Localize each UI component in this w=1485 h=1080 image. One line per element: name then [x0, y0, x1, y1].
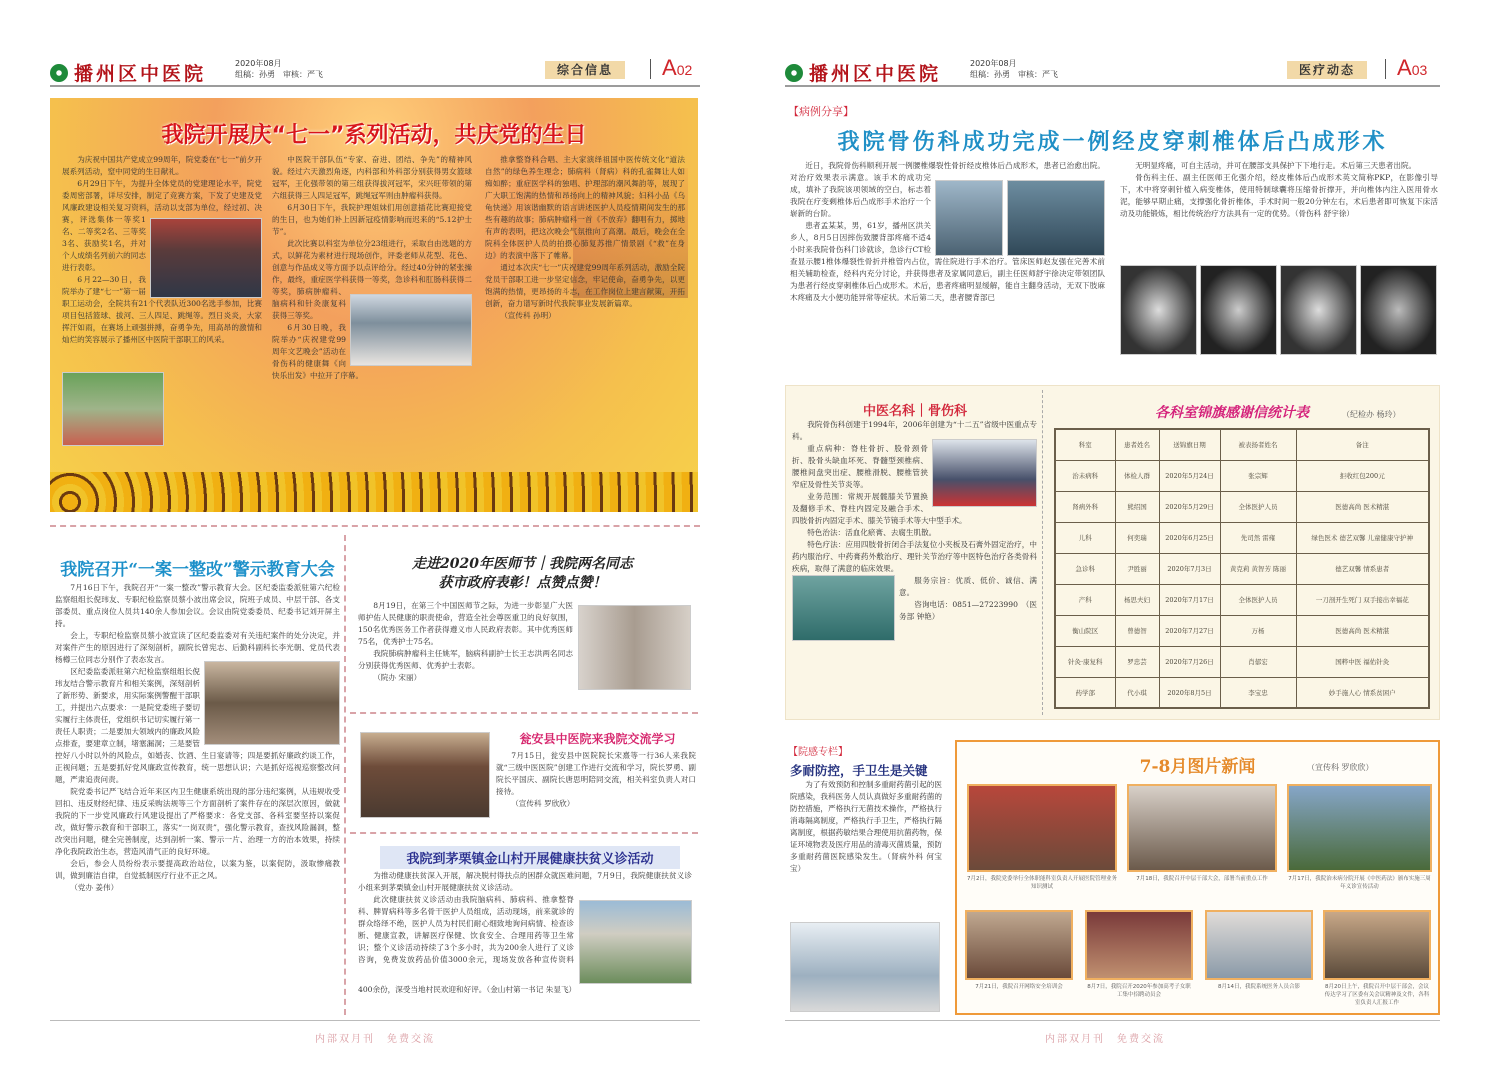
photo-news-title: 7-8月图片新闻 — [1139, 757, 1256, 777]
paragraph: 骨伤科主任、副主任医师王化强介绍，经皮椎体后凸成形术英文简称PKP，在影像引导下，术中将穿刺针植入病变椎体，使用特制球囊将压缩骨折撑开，并向椎体内注入医用骨水泥，能够早期止痛，支撑强化骨折椎体，手术时间一般20分钟左右，术后患者即可恢复下床活动及功能锻炼，相比传统治疗方法具有一定的优势。（骨伤科 舒宇徐） — [1120, 173, 1438, 218]
column-kicker: 【院感专栏】 — [788, 747, 848, 758]
table-cell: 万杨 — [1220, 615, 1296, 646]
news-photo — [967, 784, 1117, 872]
table-cell: 2020年7月3日 — [1159, 553, 1220, 584]
photo-caption: 7月17日，我院治未病分院开展《中医药法》颁布实施三周年义诊宣传活动 — [1288, 876, 1431, 890]
xray-image — [1120, 265, 1197, 355]
paragraph: 此次健康扶贫义诊活动由我院脑病科、肺病科、推拿整脊科、脾胃病科等多名骨干医护人员组成，活动现场，前来就诊的群众络绎不绝，医护人员为村民们耐心细致地询问病情、检查诊断、健康宣教，讲解医疗保健、饮食安全、合理用药等卫生常识；整个义诊活动持续了3个多小时，共为200余人进行了义诊咨询，免费发放药品价值3000余元，现场发放各种宣传资料400余份，深受当地村民欢迎和好评。（金山村第一书记 朱显飞） — [358, 895, 577, 994]
divider — [344, 535, 346, 1015]
section-tag: 医疗动态 — [1287, 61, 1367, 79]
photo-caption: 8月14日，我院系统医务人员合影 — [1218, 984, 1300, 990]
paragraph: 6月29日下午，为提升全体党员的党建理论水平，院党委周密部署，详尽安排，制定了竞赛方案，下发了史建及党风廉政建设相关复习资料，活动以支部为单位，经过初、决赛，评选集体一等奖1名、二等奖2名、三等奖3名、获励奖1名，并对个人成绩名列前六的同志进行表彰。 — [62, 179, 262, 272]
table-cell: 药学部 — [1055, 677, 1115, 708]
table-cell: 何奕瑞 — [1115, 522, 1159, 553]
table-cell: 国粹中医 福佑针灸 — [1296, 646, 1429, 677]
page-number — [662, 55, 692, 81]
article-body — [55, 582, 340, 1014]
ward-photo — [790, 922, 940, 1012]
paragraph: 院党委书记严飞结合近年来区内卫生健康系统出现的部分违纪案例，从违规收受回扣、违反财经纪律、违反采购法规等三个方面剖析了案件存在的深层次原因，做就我院的下一步党风廉政行风建设提出了严格要求：各党支部、各科室要坚持以案促改，做好警示教育和干部职工，落实“一岗双责”，强化警示教育，查找风险漏洞，整改突出问题，健全完善制度，达到剖析一案、警示一片、治理一方的治本效果，持续净化我院政治生态，营造风清气正的良好环境。 — [55, 787, 340, 856]
article-title: 我院到茅栗镇金山村开展健康扶贫义诊活动 — [380, 846, 680, 869]
paragraph: 6月30日晚，我院举办“庆祝建党99周年文艺晚会”活动在骨伤科的健康舞《向快乐出发》中拉开了序幕。 — [272, 323, 364, 380]
paragraph: 通过本次庆“七一”庆祝建党99周年系列活动，激励全院党员干部职工进一步坚定信念，牢记使命，奋勇争先，以更饱满的热情，更昂扬的斗志，在工作岗位上建言献策，开拓创新，奋力谱写新时代我院事业发展新篇章。 — [485, 263, 685, 308]
table-cell: 2020年8月5日 — [1159, 677, 1220, 708]
column-header: 备注 — [1296, 429, 1429, 460]
table-row — [1055, 584, 1429, 615]
article-subtitle: 获市政府表彰！点赞点赞！ — [438, 575, 607, 591]
paragraph: 7月16日下午，我院召开“一案一整改”警示教育大会。区纪委监委派驻第六纪检监察组组长倪玮友、专职纪检监察员蔡小波出席会议，院班子成员、中层干部、各支部委员、重点岗位人员共140余人参加会议。会议由院党委委员、纪委书记刘开屏主持。 — [55, 583, 340, 628]
article-title: 中医名科｜骨伤科 — [862, 404, 967, 419]
team-photo — [932, 439, 1037, 507]
paragraph: 6月30日下午，我院护理姐妹们用创意插花比赛迎接党的生日，也为她们补上因新冠疫情影响而迟来的“5.12护士节”。 — [272, 203, 472, 236]
article-column — [790, 160, 1105, 375]
surgery-photo — [935, 180, 1003, 256]
article-column — [62, 154, 262, 466]
hospital-logo — [50, 59, 206, 86]
photo-caption: 8月20日上午，我院召开中层干部会，会议传达学习了区委有关会议精神及文件，各科室负责人汇报工作 — [1324, 984, 1430, 1006]
paragraph: 为推动健康扶贫深入开展，解决脱村得扶点的困群众就医难问题，7月9日，我院健康扶贫义诊小组来到茅栗镇金山村开展健康扶贫义诊活动。 — [358, 871, 692, 892]
flower-contest-photo — [350, 294, 472, 366]
xray-image — [1360, 265, 1437, 355]
hospital-emblem-icon — [50, 64, 68, 82]
paragraph: 我院肺病肿瘤科主任姚军，脑病科副护士长王志洪两名同志分别获得优秀医师、优秀护士表彰。 — [358, 649, 573, 670]
page-letter: A — [662, 55, 677, 80]
article-body — [358, 600, 573, 708]
article-title: 我院召开“一案一整改”警示教育大会 — [60, 560, 335, 580]
contact-phone: 咨询电话：0851—27223990 （医务部 钟艳） — [899, 600, 1037, 621]
news-photo — [1323, 910, 1431, 980]
issue-meta — [235, 58, 323, 80]
table-cell: 全体医护人员 — [1220, 491, 1296, 522]
news-photo — [965, 910, 1073, 980]
table-cell: 针灸·康复科 — [1055, 646, 1115, 677]
table-cell: 2020年5月24日 — [1159, 460, 1220, 491]
table-cell: 罗忠芸 — [1115, 646, 1159, 677]
table-cell: 黄克莉 黄智芳 陈丽 — [1220, 553, 1296, 584]
page-num: 02 — [676, 62, 693, 78]
sunflower-decoration — [50, 472, 698, 512]
thanks-table — [1054, 428, 1430, 709]
paragraph: （宣传科 孙明） — [500, 311, 556, 320]
hospital-emblem-icon — [785, 64, 803, 82]
photo-caption: 8月7日，我院召开2020年参加高考子女职工集中招聘动员会 — [1087, 984, 1191, 998]
divider — [350, 832, 698, 834]
table-row — [1055, 553, 1429, 584]
paragraph: 近日，我院骨伤科顺利开展一例腰椎爆裂性骨折经皮椎体后凸成形术，患者已治愈出院。对治疗效果表示满意。该手术的成功完成，填补了我院该项领域的空白，标志着我院在疗变剩椎体后凸成形手术治疗一个崭新的台阶。 — [790, 161, 1105, 218]
table-cell: 一刀剖开生死门 双手接出幸福花 — [1296, 584, 1429, 615]
table-header-row — [1055, 429, 1429, 460]
table-title: 各科室锦旗感谢信统计表 — [1155, 405, 1309, 421]
paragraph: 此次比赛以科室为单位分23组进行，采取自由选题的方式，以鲜花为素材进行现场创作，评委老师从花型、花色、创意与作品成义等方面予以点评给分。经过40分钟的紧张操作，最终，重症医学科获得一等奖，急诊科和肛肠科获得二等奖，肺病肿瘤科、脑病科和针灸康复科获得三等奖。 — [272, 239, 472, 320]
table-row — [1055, 677, 1429, 708]
table-cell: 杨思夫妇 — [1115, 584, 1159, 615]
award-photo — [578, 605, 691, 690]
table-byline: （纪检办 杨玲） — [1342, 410, 1401, 419]
photo-news-byline: （宣传科 罗欣欣） — [1307, 763, 1374, 772]
article-body — [358, 870, 692, 1015]
editors: 组稿：孙勇 审核：严飞 — [970, 70, 1058, 79]
photo-caption: 7月2日，我院党委举行全体职能科室负责人开展医院管理业务知识测试 — [967, 876, 1118, 890]
table-cell: 2020年6月25日 — [1159, 522, 1220, 553]
paragraph: 区纪委监委派驻第六纪检监察组组长倪玮友结合警示教育片和相关案例，深刻剖析了新形势、新要求，用实际案例警醒干部职工，并提出六点要求：一是院党委班子要切实履行主体责任，党组织书记切实履行第一责任人职责；二是要加大领域内的廉政风险点排查，要建章立制，堵塞漏洞；三是要管控好八小时以外的风险点，如婚丧、饮酒、生日宴请等；四是要抓好廉政约谈工作，正视问题；五是要抓好党风廉政宣传教育，统一思想认识；六是抓好巡视巡察整改问题，严肃追责问责。 — [55, 667, 340, 784]
issue-date: 2020年08月 — [235, 59, 282, 68]
paragraph: 服务宗旨：优质、低价、诚信、满意。 — [899, 576, 1037, 597]
table-cell: 代小琪 — [1115, 677, 1159, 708]
photo-caption: 7月18日，我院召开中层干部大会，部署当前重点工作 — [1136, 876, 1268, 882]
page-header — [50, 55, 700, 87]
table-cell: 绿色医术 德艺双馨 儿童健康守护神 — [1296, 522, 1429, 553]
divider — [50, 525, 700, 527]
meeting-photo — [360, 732, 490, 818]
issue-meta — [970, 58, 1058, 80]
table-cell: 医德高尚 医术精湛 — [1296, 491, 1429, 522]
table-cell: 全体医护人员 — [1220, 584, 1296, 615]
table-cell: 尹胜丽 — [1115, 553, 1159, 584]
footer-line — [785, 1020, 1440, 1021]
surgery-photo — [792, 575, 895, 641]
table-cell: 医德高尚 医术精湛 — [1296, 615, 1429, 646]
table-cell: 拒收红包200元 — [1296, 460, 1429, 491]
table-cell: 德艺双馨 情系患者 — [1296, 553, 1429, 584]
article-column — [485, 154, 685, 466]
article-title: 我院骨伤科成功完成一例经皮穿刺椎体后凸成形术 — [837, 129, 1388, 155]
paragraph: 6月22—30日，我院举办了建“七一”第一届职工运动会，全院共有21个代表队近300名选手参加，比赛项目包括篮球、拔河、三人四足、跳绳等。烈日炎炎，大家挥汗如雨，在赛场上顽强拼搏，奋勇争先，用高昂的激情和灿烂的笑容展示了播州区中医院干部职工的风采。 — [62, 275, 262, 344]
paragraph: 7月15日，瓮安县中医院院长宋熹等一行36人来我院就“三级中医医院”创建工作进行交流和学习，院长罗勇、副院长平国庆、副院长唐思明陪同交流，相关科室负责人对口接待。 — [496, 751, 696, 796]
paragraph: 我院骨伤科创建于1994年，2006年创建为“十二五”省级中医重点专科。 — [792, 420, 1037, 441]
paragraph: （宣传科 罗欣欣） — [511, 799, 575, 808]
footer-text: 内部双月刊 免费交流 — [1045, 1034, 1165, 1045]
paragraph: 业务范围：常规开展髋膝关节置换及翻修手术、脊柱内固定及融合手术、四肢骨折内固定手术、膝关节镜手术等大中型手术。 — [792, 492, 967, 525]
article-title: 我院开展庆“七一”系列活动，共庆党的生日 — [161, 123, 587, 148]
free-clinic-photo — [579, 900, 692, 984]
divider — [1042, 390, 1043, 715]
table-cell: 2020年7月27日 — [1159, 615, 1220, 646]
surgery-photos — [935, 180, 1105, 256]
paragraph: 会后，参会人员纷纷表示要提高政治站位，以案为鉴，以案促防，汲取惨痛教训，做到廉洁自律，自觉抵制医疗行业不正之风。 — [55, 859, 340, 880]
logo-text: 播州区中医院 — [809, 63, 942, 85]
table-cell: 张宗辉 — [1220, 460, 1296, 491]
article-title: 多耐防控，手卫生是关键 — [790, 763, 928, 778]
paragraph: （党办 姜伟） — [70, 883, 119, 892]
paragraph: （院办 宋丽） — [373, 673, 422, 682]
surgery-photo — [1007, 180, 1105, 256]
page-letter: A — [1397, 55, 1412, 80]
table-cell: 2020年5月29日 — [1159, 491, 1220, 522]
paragraph: 为庆祝中国共产党成立99周年，院党委在“七一”前夕开展系列活动，窒中同党的生日献礼。 — [62, 155, 262, 176]
page-num: 03 — [1411, 62, 1428, 78]
table-cell: 产科 — [1055, 584, 1115, 615]
article-title: 瓮安县中医院来我院交流学习 — [519, 732, 676, 746]
paragraph: 特色疗法：应用四肢骨折闭合手法复位小夹板及石膏外固定治疗，中药内服治疗、中药膏药外敷治疗、理针关节治疗等中医特色治疗各类骨科疾病，取得了满意的临床效果。 — [792, 540, 1037, 573]
table-cell: 先司然 雷雍 — [1220, 522, 1296, 553]
paragraph: 为了有效预防和控制多重耐药菌引起的医院感染，我科医务人员认真做好多重耐药菌的防控措施，严格执行无菌技术操作，严格执行消毒隔离制度，严格执行手卫生，严格执行隔离制度，根据药敏结果合理使用抗菌药物，保证环境物表及医疗用品的清毒灭菌质量，预防多重耐药菌医院感染发生。（肾病外科 何宝宝） — [790, 780, 942, 873]
meeting-photo — [204, 661, 340, 745]
news-photo — [1287, 784, 1432, 872]
paragraph: 重点病种：脊柱骨折、股骨颈骨折、股骨头缺血坏死、脊髓型颈椎病、腰椎间盘突出症、腰椎滑脱、腰椎管狭窄症及骨性关节炎等。 — [792, 444, 928, 489]
table-row — [1055, 615, 1429, 646]
table-cell: 肾病外科 — [1055, 491, 1115, 522]
table-cell: 2020年7月17日 — [1159, 584, 1220, 615]
page-header — [785, 55, 1440, 87]
section-tag: 综合信息 — [545, 61, 625, 79]
table-row — [1055, 491, 1429, 522]
paragraph: 无明显疼痛，可自主活动，并可在腰部支具保护下下地行走。术后第三天患者出院。 — [1135, 161, 1417, 170]
table-cell: 儿科 — [1055, 522, 1115, 553]
paragraph: 中医院干部队伍“专家、奋进、团结、争先”的精神风貌。经过六天激烈角逐，内科部和外科部分别获得男女篮球冠军，王化强带领的第三组获得拔河冠军，宋兴旺带领的第六组获得三人四足冠军，跳绳冠军则由肿瘤科获得。 — [272, 155, 472, 200]
article-body — [790, 779, 942, 919]
table-cell: 曾德智 — [1115, 615, 1159, 646]
party-anniversary-article — [50, 98, 698, 512]
footer-line — [50, 1020, 700, 1021]
xray-image — [1200, 265, 1277, 355]
meeting-photo — [150, 218, 262, 298]
table-row — [1055, 646, 1429, 677]
column-header: 患者姓名 — [1115, 429, 1159, 460]
table-row — [1055, 522, 1429, 553]
table-row — [1055, 460, 1429, 491]
table-cell: 妙手施人心 情系贫困户 — [1296, 677, 1429, 708]
table-cell: 体检人群 — [1115, 460, 1159, 491]
table-cell: 李宝忠 — [1220, 677, 1296, 708]
table-cell: 熊绍国 — [1115, 491, 1159, 522]
news-photo — [1205, 910, 1313, 980]
column-header: 科室 — [1055, 429, 1115, 460]
table-cell: 2020年7月26日 — [1159, 646, 1220, 677]
page-number — [1397, 55, 1427, 81]
paragraph: 8月19日，在第三个中国医师节之际，为进一步彰显广大医师护佑人民健康的职责使命，营造全社会尊医重卫的良好氛围，150名优秀医务工作者获得遵义市人民政府表彰。其中优秀医师75名，优秀护士75名。 — [358, 601, 573, 646]
table-cell: 肖郁宏 — [1220, 646, 1296, 677]
column-header: 送锦旗日期 — [1159, 429, 1220, 460]
article-column — [272, 154, 472, 466]
editors: 组稿：孙勇 审核：严飞 — [235, 70, 323, 79]
divider — [350, 712, 698, 714]
paragraph: 会上，专职纪检监察员蔡小波宣读了区纪委监委对有关违纪案件的处分决定，并对案件产生的原因进行了深刻剖析，副院长曾宪志、后勤科副科长李光朝、党员代表杨樽三位同志分别作了表态发言。 — [55, 631, 340, 664]
news-photo — [1085, 910, 1193, 980]
column-header: 被表扬者姓名 — [1220, 429, 1296, 460]
xray-image — [1280, 265, 1357, 355]
footer-text: 内部双月刊 免费交流 — [315, 1034, 435, 1045]
table-cell: 治未病科 — [1055, 460, 1115, 491]
hospital-logo — [785, 59, 941, 86]
article-title: 走进2020年医师节｜我院两名同志 — [412, 556, 633, 572]
article-body — [792, 419, 1037, 717]
photo-news-box — [955, 740, 1440, 1015]
news-photo — [1127, 784, 1277, 872]
sports-photo — [62, 372, 164, 446]
column-kicker: 【病例分享】 — [788, 105, 854, 118]
article-body — [496, 750, 696, 828]
article-column — [1120, 160, 1438, 262]
logo-text: 播州区中医院 — [74, 63, 207, 85]
table-cell: 衡山院区 — [1055, 615, 1115, 646]
paragraph: 特色治法：活血化瘀膏、去腐生肌散。 — [807, 528, 937, 537]
paragraph: 推拿整脊科合唱、主大家演绎祖国中医传统文化“道法自然”的绿色养生理念；肺病科（肾病）科的孔雀舞让人如痴如醉；重症医学科的独唱、护理部的潮风舞韵等，展现了广大职工饱满的热情和昂扬向上的精神风貌；妇科小品《乌龟快递》用该谐幽默的语言讲述医护人员疫情期间发生的那些有趣的故事；肺病肿瘤科一首《不放弃》翻唱有力，掷地有声的表明，把这次晚会气氛推向了高潮。最后，晚会在全院科全体医护人员的拍摄心肺复苏推广情景剧《“救”在身边》的表演中落下了帷幕。 — [485, 155, 685, 260]
issue-date: 2020年08月 — [970, 59, 1017, 68]
photo-caption: 7月21日，我院召开网络安全培训会 — [975, 984, 1063, 990]
paragraph: 患者孟某某，男，61岁，播州区洪关乡人，8月5日因摔伤致腰背部疼痛不适4小时来我院骨伤科门诊就诊，急诊行CT检查显示腰1椎体爆裂性骨折并椎管内占位，需住院进行手术治疗。管床医师赵友强在完善术前相关辅助检查，经科内充分讨论，并获得患者及家属同意后，副主任医师舒宇徐决定带领团队为患者行经皮穿刺椎体后凸成形术。术后，患者疼痛明显缓解，能自主翻身活动，无双下肢麻木疼痛及大小便功能异常等症状。术后第二天，患者腰背部已 — [790, 221, 1105, 302]
table-cell: 急诊科 — [1055, 553, 1115, 584]
